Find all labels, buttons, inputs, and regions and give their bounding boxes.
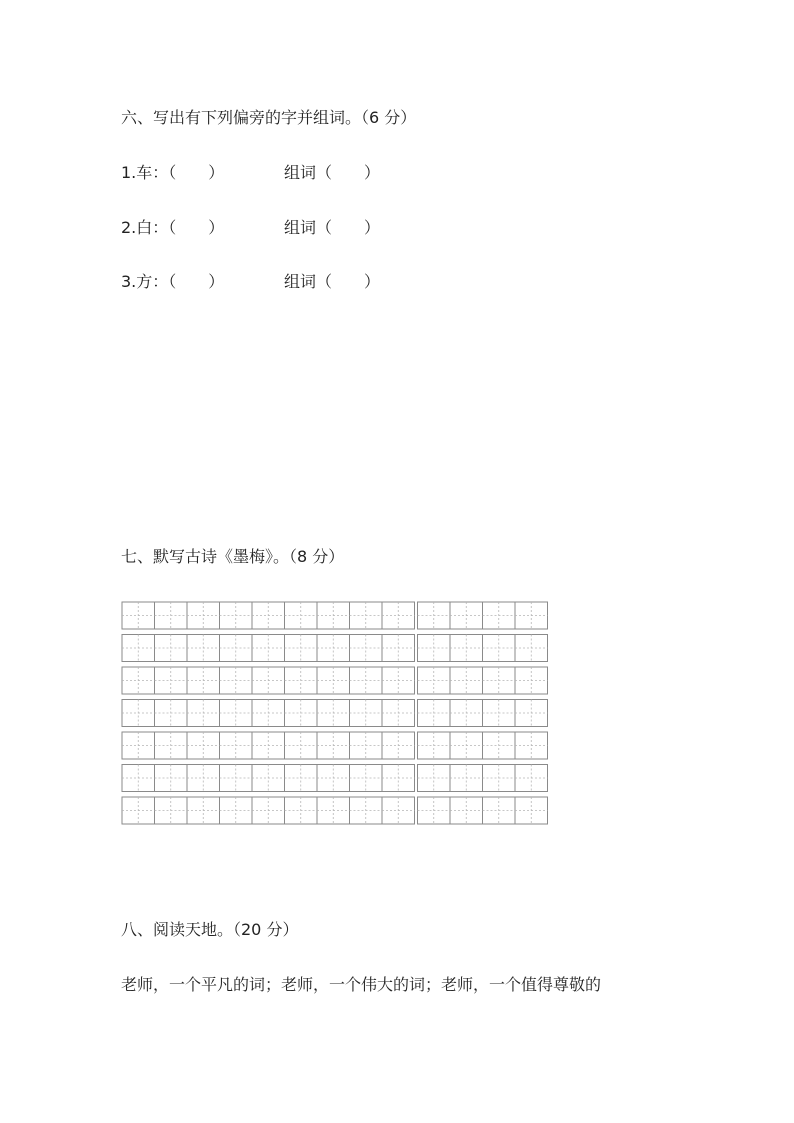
writing-grid xyxy=(121,601,551,831)
word-blank: 组词（ ） xyxy=(284,272,381,291)
radical-item-2 xyxy=(121,218,381,238)
radical-item-label: 1.车：（ ） xyxy=(121,163,225,182)
reading-paragraph: 老师，一个平凡的词；老师，一个伟大的词；老师，一个值得尊敬的 xyxy=(121,975,602,994)
radical-item-label: 3.方：（ ） xyxy=(121,272,225,291)
section6-heading: 六、写出有下列偏旁的字并组词。（6 分） xyxy=(121,108,417,127)
word-blank: 组词（ ） xyxy=(284,218,381,237)
section7-heading: 七、默写古诗《墨梅》。（8 分） xyxy=(121,547,345,566)
radical-item-1 xyxy=(121,163,381,183)
radical-item-label: 2.白：（ ） xyxy=(121,218,225,237)
word-blank: 组词（ ） xyxy=(284,163,381,182)
section8-heading: 八、阅读天地。（20 分） xyxy=(121,920,299,939)
radical-item-3 xyxy=(121,272,381,292)
